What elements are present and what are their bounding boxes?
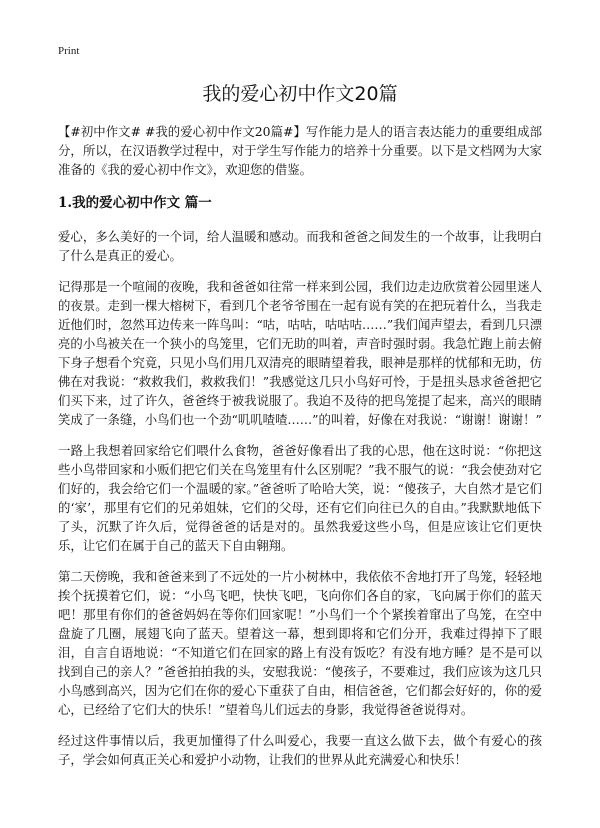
- page-title: 我的爱心初中作文20篇: [202, 83, 398, 105]
- body-paragraph-3: 一路上我想着回家给它们喂什么食物，爸爸好像看出了我的心思，他在这时说：“你把这些小鸟带回家和小贩们把它们关在鸟笼里有什么区别呢？”我不服气的说：“我会使劲对它们好的，我会给它们一个温暖的家。”爸爸听了哈哈大笑，说：“傻孩子，大自然才是它们的‘家’，那里有它们的兄弟姐妹，它们的父母，还有它们向往已久的自由。”我默默地低下了头，沉默了许久后，觉得爸爸的话是对的。虽然我爱这些小鸟，但是应该让它们更快乐，让它们在属于自己的蓝天下自由翱翔。: [58, 443, 542, 553]
- print-label: Print: [58, 45, 80, 57]
- section-heading: 1.我的爱心初中作文 篇一: [58, 195, 212, 211]
- body-paragraph-5: 经过这件事情以后，我更加懂得了什么叫爱心，我要一直这么做下去，做个有爱心的孩子，学会如何真正关心和爱护小动物，让我们的世界从此充满爱心和快乐！: [58, 733, 542, 767]
- body-paragraph-4: 第二天傍晚，我和爸爸来到了不远处的一片小树林中，我依依不舍地打开了鸟笼，轻轻地挨个抚摸着它们，说：“小鸟飞吧，快快飞吧，飞向你们各自的家，飞向属于你们的蓝天吧！那里有你们的爸爸妈妈在等你们回家呢！”小鸟们一个个紧挨着窜出了鸟笼，在空中盘旋了几圈，展翅飞向了蓝天。望着这一幕，想到即将和它们分开，我难过得掉下了眼泪，自言自语地说：“不知道它们在回家的路上有没有饭吃？有没有地方睡？是不是可以找到自己的亲人？”爸爸拍拍我的头，安慰我说：“傻孩子，不要难过，我们应该为这几只小鸟感到高兴，因为它们在你的爱心下重获了自由，相信爸爸，它们都会好好的，你的爱心，已经给了它们大的快乐！”望着鸟儿们远去的身影，我觉得爸爸说得对。: [58, 569, 542, 717]
- body-paragraph-1: 爱心，多么美好的一个词，给人温暖和感动。而我和爸爸之间发生的一个故事，让我明白了什么是真正的爱心。: [58, 229, 542, 263]
- intro-paragraph: 【#初中作文# #我的爱心初中作文20篇#】写作能力是人的语言表达能力的重要组成部分，所以，在汉语教学过程中，对于学生写作能力的培养十分重要。以下是文档网为大家准备的《我的爱心初中作文》，欢迎您的借鉴。: [58, 124, 542, 177]
- body-paragraph-2: 记得那是一个喧闹的夜晚，我和爸爸如往常一样来到公园，我们边走边欣赏着公园里迷人的夜景。走到一棵大榕树下，看到几个老爷爷围在一起有说有笑的在把玩着什么，当我走近他们时，忽然耳边传来一阵鸟叫：“咕，咕咕，咕咕咕……”我们闻声望去，看到几只漂亮的小鸟被关在一个狭小的鸟笼里，它们无助的叫着，声音时强时弱。我急忙跑上前去俯下身子想看个究竟，只见小鸟们用几双清亮的眼睛望着我，眼神是那样的忧郁和无助，仿佛在对我说：“救救我们，救救我们！”我感觉这几只小鸟好可怜，于是扭头恳求爸爸把它们买下来，过了许久，爸爸终于被我说服了。我迫不及待的把鸟笼提了起来，高兴的眼睛笑成了一条缝，小鸟们也一个劲“叽叽喳喳……”的叫着，好像在对我说：“谢谢！谢谢！”: [58, 279, 542, 427]
